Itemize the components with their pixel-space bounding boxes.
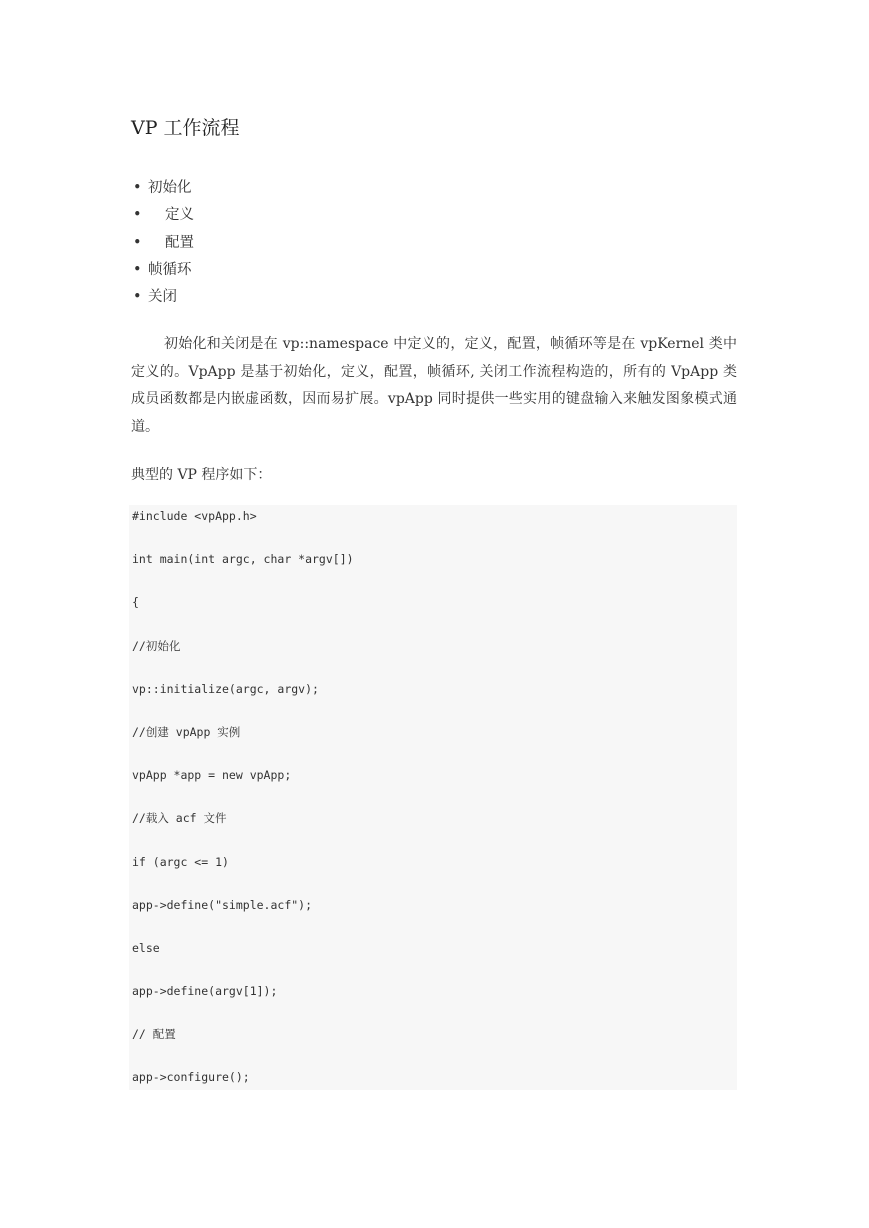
page-title: VP 工作流程	[131, 117, 240, 139]
workflow-steps-list	[133, 175, 194, 311]
code-line: //初始化	[132, 638, 181, 653]
step-label: 配置	[165, 234, 194, 251]
list-item	[133, 202, 194, 229]
code-line: //创建 vpApp 实例	[132, 724, 241, 739]
code-line: app->define("simple.acf");	[132, 897, 313, 912]
description-paragraph: 初始化和关闭是在 vp::namespace 中定义的，定义，配置，帧循环等是在 vpKernel 类中定义的。VpApp 是基于初始化，定义，配置，帧循环, 关闭工作流程构造的，所有的 VpApp 类成员函数都是内嵌虚函数，因而易扩展。vpApp 同时提供一些实用的键盘输入来触发图象模式通道。	[131, 336, 737, 435]
step-label: 定义	[165, 207, 194, 224]
code-block	[129, 505, 737, 1090]
code-line: #include <vpApp.h>	[132, 509, 257, 523]
code-line: if (argc <= 1)	[132, 854, 229, 869]
code-line: app->define(argv[1]);	[132, 984, 278, 999]
list-item	[133, 175, 194, 202]
list-item	[133, 230, 194, 257]
code-line: vpApp *app = new vpApp;	[132, 768, 292, 783]
code-line: app->configure();	[132, 1070, 250, 1085]
bullet-icon: •	[133, 289, 142, 306]
bullet-icon: •	[133, 261, 142, 278]
bullet-icon: •	[133, 207, 142, 224]
step-label: 初始化	[148, 180, 192, 196]
code-line: int main(int argc, char *argv[])	[132, 552, 354, 567]
code-line: else	[132, 940, 160, 955]
code-line: {	[132, 595, 139, 610]
code-intro-text: 典型的 VP 程序如下：	[131, 467, 272, 483]
code-line: // 配置	[132, 1027, 176, 1042]
step-label: 关闭	[148, 289, 177, 306]
list-item	[133, 257, 194, 284]
code-line: //载入 acf 文件	[132, 811, 227, 826]
step-label: 帧循环	[148, 261, 192, 278]
bullet-icon: •	[133, 180, 142, 196]
list-item	[133, 284, 194, 311]
code-line: vp::initialize(argc, argv);	[132, 681, 319, 696]
bullet-icon: •	[133, 234, 142, 251]
